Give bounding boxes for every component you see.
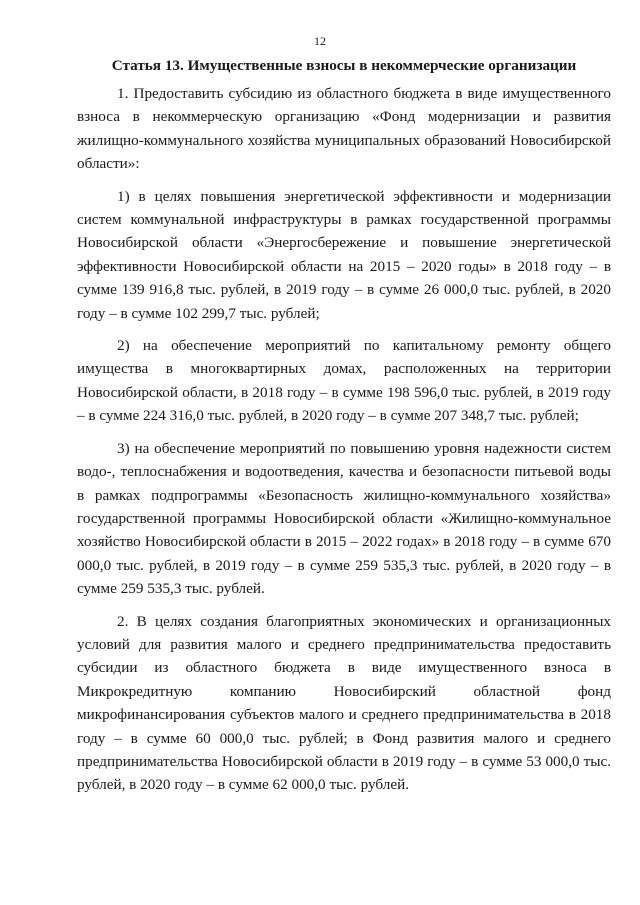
paragraph-2: 2. В целях создания благоприятных экономических и организационных условий для развития малого и среднего предпринимательства предоставить субсидии из областного бюджета в виде имущественного взноса в Микрокредитную компанию Новосибирский областной фонд микрофинансирования субъектов малого и среднего предпринимательства в 2018 году – в сумме 60 000,0 тыс. рублей; в Фонд развития малого и среднего предпринимательства Новосибирской области в 2019 году – в сумме 53 000,0 тыс. рублей, в 2020 году – в сумме 62 000,0 тыс. рублей.: [77, 612, 611, 794]
paragraph-1-item-2: 2) на обеспечение мероприятий по капитальному ремонту общего имущества в многоквартирных домах, расположенных на территории Новосибирской области, в 2018 году – в сумме 198 596,0 тыс. рублей, в 2019 году – в сумме 224 316,0 тыс. рублей, в 2020 году – в сумме 207 348,7 тыс. рублей;: [77, 337, 611, 425]
paragraph-1-item-3: 3) на обеспечение мероприятий по повышению уровня надежности систем водо-, теплоснабжения и водоотведения, качества и безопасности питьевой воды в рамках подпрограммы «Безопасность жилищно-коммунального хозяйства» государственной программы Новосибирской области «Жилищно-коммунальное хозяйство Новосибирской области в 2015 – 2022 годах» в 2018 году – в сумме 670 000,0 тыс. рублей, в 2019 году – в сумме 259 535,3 тыс. рублей, в 2020 году – в сумме 259 535,3 тыс. рублей.: [77, 439, 611, 598]
paragraph-1-item-1: 1) в целях повышения энергетической эффективности и модернизации систем коммунальной инфраструктуры в рамках государственной программы Новосибирской области «Энергосбережение и повышение энергетической эффективности Новосибирской области на 2015 – 2020 годы» в 2018 году – в сумме 139 916,8 тыс. рублей, в 2019 году – в сумме 26 000,0 тыс. рублей, в 2020 году – в сумме 102 299,7 тыс. рублей;: [77, 187, 611, 322]
article-body: [77, 56, 611, 806]
paragraph-1: 1. Предоставить субсидию из областного бюджета в виде имущественного взноса в некоммерческую организацию «Фонд модернизации и развития жилищно-коммунального хозяйства муниципальных образований Новосибирской области»:: [77, 85, 611, 173]
page-number: 12: [314, 34, 326, 48]
article-title: Статья 13. Имущественные взносы в некоммерческие организации: [111, 57, 577, 74]
